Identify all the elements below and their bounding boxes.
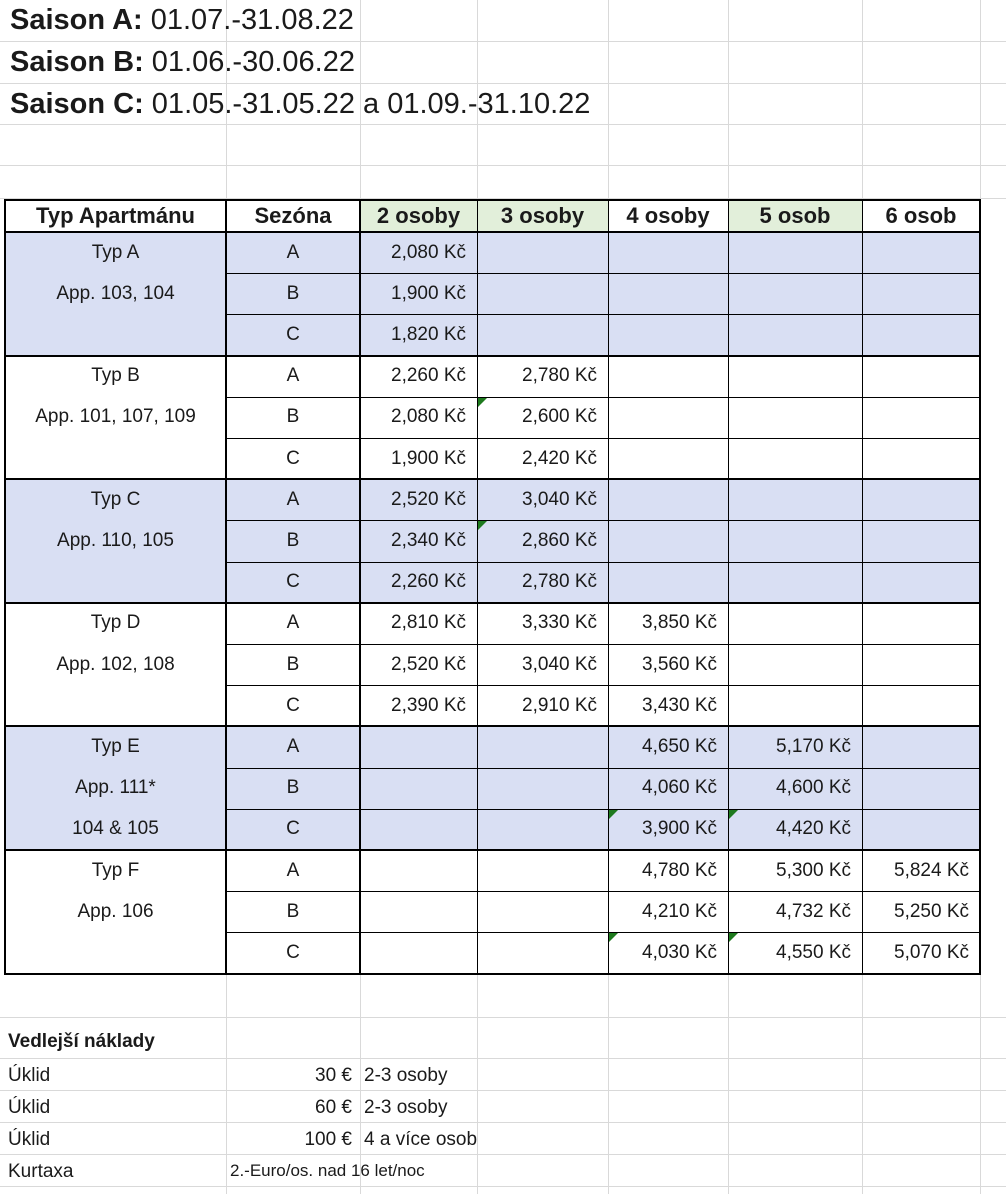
season-cell[interactable]: C: [286, 818, 300, 840]
price-cell[interactable]: [862, 809, 980, 850]
column-header: Typ Apartmánu: [36, 203, 195, 228]
season-line: [10, 45, 355, 79]
price-cell[interactable]: [608, 397, 728, 438]
price-cell[interactable]: 4,732 Kč: [776, 900, 851, 922]
grid-row-line: [0, 1090, 1006, 1091]
price-cell[interactable]: [360, 891, 477, 932]
price-cell[interactable]: 4,600 Kč: [776, 777, 851, 799]
column-divider: [728, 200, 729, 974]
price-cell[interactable]: [862, 685, 980, 726]
price-cell[interactable]: [862, 768, 980, 809]
price-cell[interactable]: [608, 562, 728, 603]
season-cell[interactable]: C: [286, 941, 300, 963]
price-cell[interactable]: 5,170 Kč: [776, 735, 851, 757]
price-cell[interactable]: 2,860 Kč: [522, 529, 597, 551]
price-cell[interactable]: 3,850 Kč: [642, 612, 717, 634]
apartment-numbers-extra: 104 & 105: [72, 818, 159, 840]
price-cell[interactable]: [477, 932, 608, 973]
cost-note[interactable]: 2-3 osoby: [364, 1065, 448, 1086]
price-cell[interactable]: [862, 314, 980, 355]
apartment-numbers: App. 111*: [75, 777, 156, 799]
price-cell[interactable]: 3,900 Kč: [642, 818, 717, 840]
price-cell[interactable]: [728, 562, 862, 603]
price-cell[interactable]: [862, 232, 980, 273]
season-cell[interactable]: A: [286, 612, 300, 634]
cost-name[interactable]: Úklid: [8, 1097, 51, 1118]
cost-note[interactable]: 2-3 osoby: [364, 1097, 448, 1118]
price-cell[interactable]: [862, 562, 980, 603]
price-cell[interactable]: [728, 603, 862, 644]
cost-amount[interactable]: 30 €: [315, 1065, 352, 1086]
apartment-numbers: App. 106: [77, 900, 154, 922]
price-cell[interactable]: 1,900 Kč: [391, 282, 466, 304]
price-cell[interactable]: [477, 809, 608, 850]
grid-row-line: [0, 41, 1006, 42]
price-cell[interactable]: [360, 726, 477, 767]
price-cell[interactable]: [728, 397, 862, 438]
price-cell[interactable]: 4,650 Kč: [642, 735, 717, 757]
price-cell[interactable]: [862, 644, 980, 685]
season-cell[interactable]: C: [286, 323, 300, 345]
table-border: [4, 199, 6, 974]
price-cell[interactable]: [477, 850, 608, 891]
price-cell[interactable]: [862, 726, 980, 767]
season-line: [10, 3, 354, 37]
season-cell[interactable]: A: [286, 735, 300, 757]
cost-note[interactable]: 4 a více osob: [364, 1129, 478, 1150]
price-cell[interactable]: [608, 314, 728, 355]
price-cell[interactable]: [477, 891, 608, 932]
price-cell[interactable]: [608, 232, 728, 273]
column-divider: [608, 200, 609, 974]
price-cell[interactable]: [728, 685, 862, 726]
price-cell[interactable]: [728, 644, 862, 685]
side-costs-title: Vedlejší náklady: [8, 1031, 155, 1052]
season-cell[interactable]: B: [286, 777, 300, 799]
grid-row-line: [0, 1058, 1006, 1059]
price-cell[interactable]: 2,520 Kč: [391, 488, 466, 510]
season-dates-text: 01.06.-30.06.22: [143, 46, 355, 78]
apartment-type: Typ A: [91, 241, 140, 263]
price-cell[interactable]: [608, 438, 728, 479]
price-cell[interactable]: [862, 520, 980, 561]
price-cell[interactable]: [608, 520, 728, 561]
grid-row-line: [0, 83, 1006, 84]
table-border: [4, 849, 981, 851]
apartment-type: Typ F: [91, 859, 140, 881]
price-cell[interactable]: [608, 479, 728, 520]
table-border: [4, 973, 981, 975]
price-cell[interactable]: [360, 932, 477, 973]
column-header: Sezóna: [254, 203, 332, 228]
price-cell[interactable]: 1,820 Kč: [391, 323, 466, 345]
table-border: [4, 199, 981, 201]
season-cell[interactable]: A: [286, 241, 300, 263]
price-cell[interactable]: 3,040 Kč: [522, 653, 597, 675]
apartment-numbers: App. 103, 104: [56, 282, 175, 304]
season-cell[interactable]: A: [286, 488, 300, 510]
price-cell[interactable]: 3,330 Kč: [522, 612, 597, 634]
season-cell[interactable]: A: [286, 365, 300, 387]
season-cell[interactable]: C: [286, 571, 300, 593]
column-header: 3 osoby: [477, 200, 608, 232]
price-cell[interactable]: [728, 232, 862, 273]
price-cell[interactable]: [728, 273, 862, 314]
cost-name[interactable]: Úklid: [8, 1065, 51, 1086]
price-cell[interactable]: [728, 356, 862, 397]
cost-name[interactable]: Úklid: [8, 1129, 51, 1150]
price-cell[interactable]: 1,900 Kč: [391, 447, 466, 469]
price-cell[interactable]: 2,420 Kč: [522, 447, 597, 469]
season-cell[interactable]: B: [286, 653, 300, 675]
apartment-numbers: App. 101, 107, 109: [35, 406, 196, 428]
grid-row-line: [0, 124, 1006, 125]
grid-row-line: [0, 1154, 1006, 1155]
price-cell[interactable]: [477, 314, 608, 355]
price-cell[interactable]: 2,810 Kč: [391, 612, 466, 634]
season-dates-text: 01.07.-31.08.22: [142, 4, 354, 36]
comment-marker: [729, 810, 738, 819]
table-border: [225, 199, 227, 974]
season-cell[interactable]: C: [286, 694, 300, 716]
price-cell[interactable]: 2,600 Kč: [522, 406, 597, 428]
price-cell[interactable]: 2,520 Kč: [391, 653, 466, 675]
grid-row-line: [0, 1122, 1006, 1123]
column-header: 2 osoby: [360, 200, 477, 232]
price-cell[interactable]: [477, 232, 608, 273]
price-cell[interactable]: [360, 768, 477, 809]
comment-marker: [609, 933, 618, 942]
season-cell[interactable]: B: [286, 406, 300, 428]
price-cell[interactable]: [360, 850, 477, 891]
price-cell[interactable]: 4,780 Kč: [642, 859, 717, 881]
apartment-type: Typ D: [90, 612, 141, 634]
price-cell[interactable]: 4,030 Kč: [642, 941, 717, 963]
comment-marker: [729, 933, 738, 942]
grid-row-line: [0, 1017, 1006, 1018]
column-divider: [477, 200, 478, 974]
cost-amount[interactable]: 100 €: [304, 1129, 352, 1150]
table-border: [4, 602, 981, 604]
price-cell[interactable]: 2,780 Kč: [522, 365, 597, 387]
season-label: Saison C:: [10, 88, 144, 120]
table-border: [4, 725, 981, 727]
price-cell[interactable]: 4,210 Kč: [642, 900, 717, 922]
price-cell[interactable]: [862, 603, 980, 644]
price-cell[interactable]: [360, 809, 477, 850]
table-border: [4, 355, 981, 357]
table-border: [4, 231, 981, 233]
season-line: [10, 87, 590, 121]
table-border: [359, 199, 361, 974]
price-cell[interactable]: 5,250 Kč: [894, 900, 969, 922]
price-cell[interactable]: 2,080 Kč: [391, 241, 466, 263]
column-header: 5 osob: [728, 200, 862, 232]
price-cell[interactable]: [608, 273, 728, 314]
price-cell[interactable]: 5,300 Kč: [776, 859, 851, 881]
price-cell[interactable]: 2,260 Kč: [391, 365, 466, 387]
column-divider: [862, 200, 863, 974]
cost-name[interactable]: Kurtaxa: [8, 1161, 74, 1182]
table-border: [4, 478, 981, 480]
price-cell[interactable]: [477, 273, 608, 314]
table-border: [979, 199, 981, 974]
cost-amount[interactable]: 60 €: [315, 1097, 352, 1118]
price-cell[interactable]: [477, 726, 608, 767]
price-cell[interactable]: [862, 479, 980, 520]
price-cell[interactable]: 3,560 Kč: [642, 653, 717, 675]
season-label: Saison A:: [10, 4, 143, 36]
price-cell[interactable]: [862, 438, 980, 479]
price-cell[interactable]: 4,550 Kč: [776, 941, 851, 963]
grid-row-line: [0, 1186, 1006, 1187]
comment-marker: [609, 810, 618, 819]
price-cell[interactable]: [728, 438, 862, 479]
price-cell[interactable]: [862, 273, 980, 314]
price-cell[interactable]: 2,780 Kč: [522, 571, 597, 593]
season-cell[interactable]: B: [286, 900, 300, 922]
price-cell[interactable]: 5,070 Kč: [894, 941, 969, 963]
season-cell[interactable]: A: [286, 859, 300, 881]
apartment-type: Typ B: [91, 365, 140, 387]
price-cell[interactable]: [728, 479, 862, 520]
price-cell[interactable]: 2,340 Kč: [391, 529, 466, 551]
price-cell[interactable]: [862, 356, 980, 397]
season-dates-text: 01.05.-31.05.22 a 01.09.-31.10.22: [143, 88, 591, 120]
apartment-numbers: App. 102, 108: [56, 653, 175, 675]
price-cell[interactable]: 5,824 Kč: [894, 859, 969, 881]
comment-marker: [478, 521, 487, 530]
price-cell[interactable]: [862, 397, 980, 438]
column-header: 4 osoby: [626, 203, 710, 228]
price-cell[interactable]: 4,420 Kč: [776, 818, 851, 840]
grid-row-line: [0, 165, 1006, 166]
price-cell[interactable]: 3,040 Kč: [522, 488, 597, 510]
season-label: Saison B:: [10, 46, 144, 78]
apartment-numbers: App. 110, 105: [57, 529, 174, 551]
cost-note[interactable]: 2.-Euro/os. nad 16 let/noc: [230, 1161, 425, 1180]
price-cell[interactable]: 2,390 Kč: [391, 694, 466, 716]
price-cell[interactable]: 2,260 Kč: [391, 571, 466, 593]
price-cell[interactable]: 4,060 Kč: [642, 777, 717, 799]
column-header: 6 osob: [885, 203, 957, 228]
season-cell[interactable]: C: [286, 447, 300, 469]
season-cell[interactable]: B: [286, 529, 300, 551]
apartment-type: Typ C: [90, 488, 141, 510]
price-cell[interactable]: 2,910 Kč: [522, 694, 597, 716]
price-cell[interactable]: [608, 356, 728, 397]
price-cell[interactable]: [728, 520, 862, 561]
price-cell[interactable]: [728, 314, 862, 355]
price-cell[interactable]: 2,080 Kč: [391, 406, 466, 428]
season-cell[interactable]: B: [286, 282, 300, 304]
price-cell[interactable]: [477, 768, 608, 809]
price-cell[interactable]: 3,430 Kč: [642, 694, 717, 716]
comment-marker: [478, 398, 487, 407]
apartment-type: Typ E: [91, 735, 140, 757]
